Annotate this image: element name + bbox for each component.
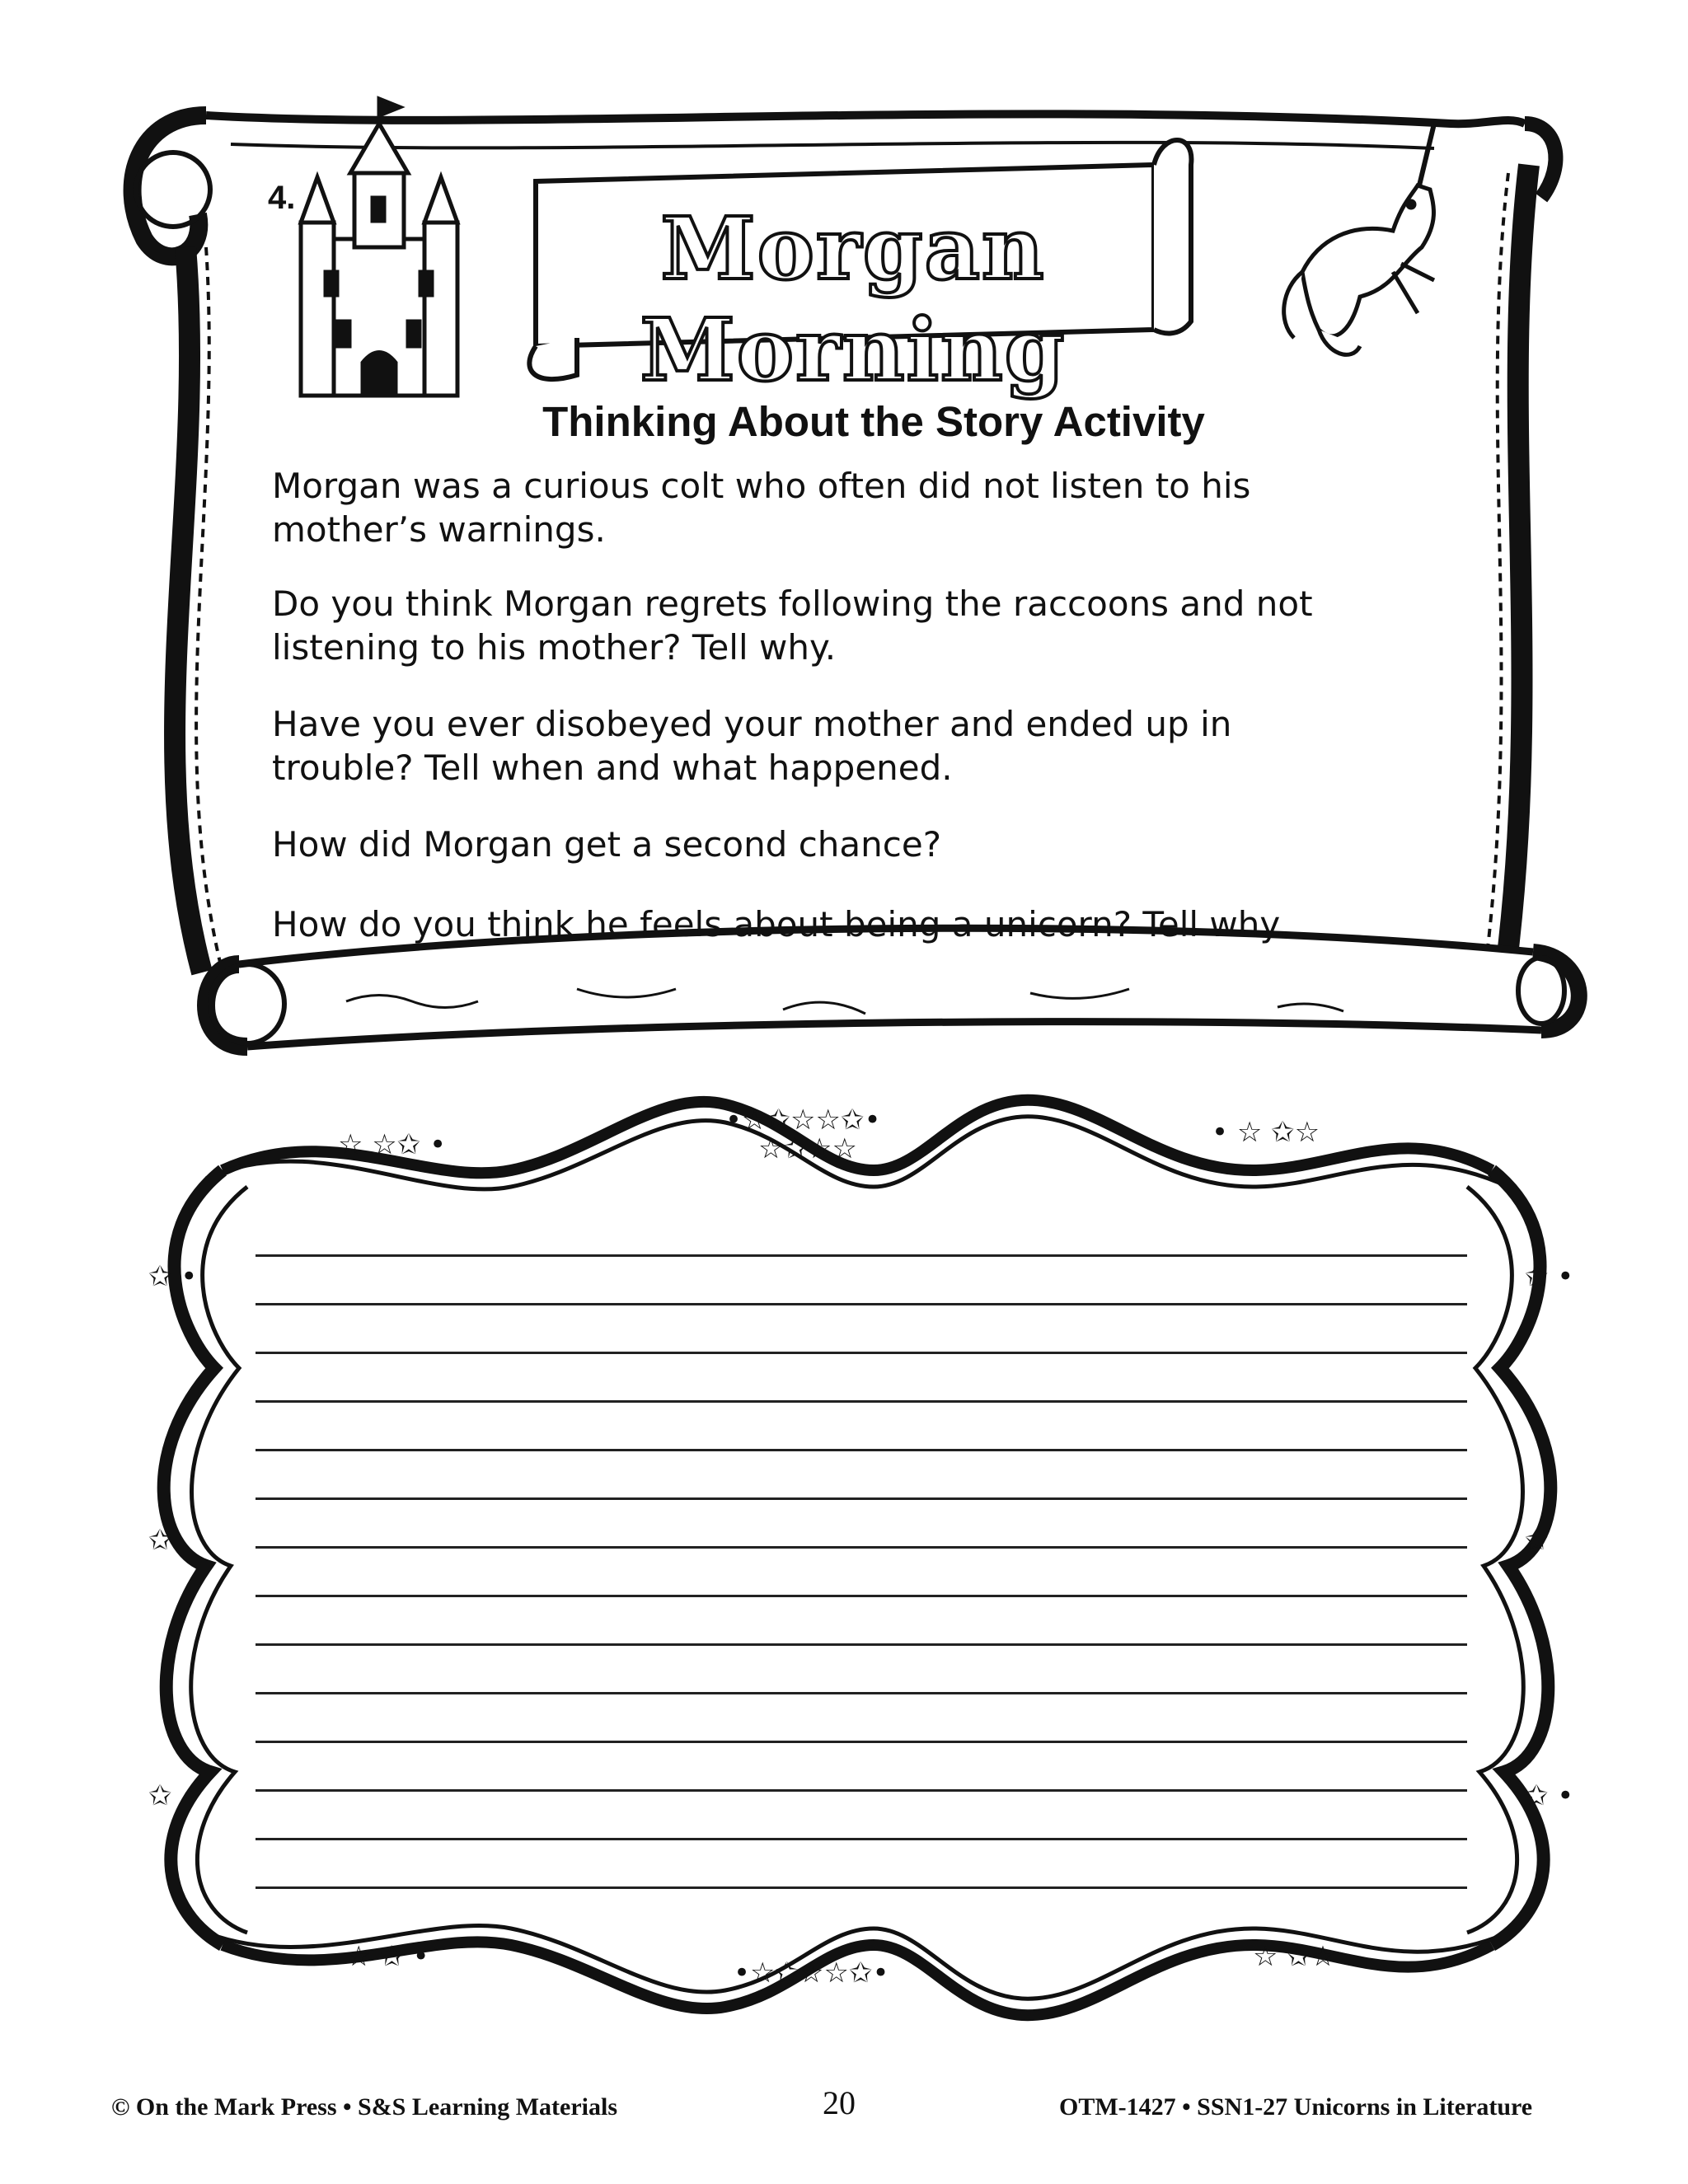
- page-number: 20: [823, 2084, 856, 2121]
- writing-line: [256, 1449, 1467, 1451]
- svg-text:☆ ☆✩ •: ☆ ☆✩ •: [338, 1128, 447, 1161]
- question-1: Do you think Morgan regrets following the raccoons and not listening to his mother? Tell why.: [272, 583, 1313, 668]
- svg-text:•☆✩☆☆✩•: •☆✩☆☆✩•: [734, 1957, 889, 1990]
- svg-text:✩ •: ✩ •: [1525, 1779, 1574, 1812]
- svg-text:☆ ✩☆: ☆ ✩☆: [1253, 1940, 1336, 1973]
- svg-text:✩: ✩: [1525, 1524, 1549, 1557]
- banner-title: Morgan Morning: [640, 198, 1067, 401]
- question-3: How did Morgan get a second chance?: [272, 824, 941, 865]
- svg-text:✩ •: ✩ •: [148, 1779, 198, 1812]
- story-summary: Morgan was a curious colt who often did not listen to his mother’s warnings.: [272, 466, 1251, 550]
- activity-subtitle: Thinking About the Story Activity: [542, 398, 1205, 445]
- writing-line: [256, 1741, 1467, 1743]
- writing-frame: [164, 1100, 1551, 2015]
- footer-publisher: © On the Mark Press • S&S Learning Materials: [111, 2093, 617, 2121]
- svg-text:✩ •: ✩ •: [1525, 1260, 1574, 1293]
- writing-line: [256, 1643, 1467, 1646]
- svg-text:☆✩☆☆: ☆✩☆☆: [758, 1132, 857, 1165]
- writing-line: [256, 1497, 1467, 1500]
- question-2: Have you ever disobeyed your mother and ended up in trouble? Tell when and what happened.: [272, 704, 1232, 788]
- writing-line: [256, 1692, 1467, 1694]
- footer-series: OTM-1427 • SSN1-27 Unicorns in Literature: [1059, 2093, 1533, 2121]
- svg-text:✩ •: ✩ •: [148, 1260, 198, 1293]
- question-4: How do you think he feels about being a unicorn? Tell why.: [272, 904, 1287, 944]
- svg-text:•☆✩☆☆✩•: •☆✩☆☆✩•: [725, 1104, 881, 1137]
- unicorn-icon: [1284, 124, 1434, 354]
- writing-line: [256, 1400, 1467, 1403]
- writing-line: [256, 1886, 1467, 1889]
- svg-text:☆ ✩ •: ☆ ✩ •: [346, 1940, 429, 1973]
- castle-icon: [301, 99, 457, 396]
- svg-text:• ☆ ✩☆: • ☆ ✩☆: [1212, 1116, 1320, 1149]
- svg-text:✩: ✩: [148, 1524, 172, 1557]
- writing-line: [256, 1546, 1467, 1549]
- activity-number: 4.: [268, 180, 296, 216]
- writing-line: [256, 1352, 1467, 1354]
- writing-line: [256, 1303, 1467, 1305]
- writing-line: [256, 1254, 1467, 1257]
- writing-line: [256, 1838, 1467, 1840]
- writing-line: [256, 1789, 1467, 1792]
- writing-line: [256, 1595, 1467, 1597]
